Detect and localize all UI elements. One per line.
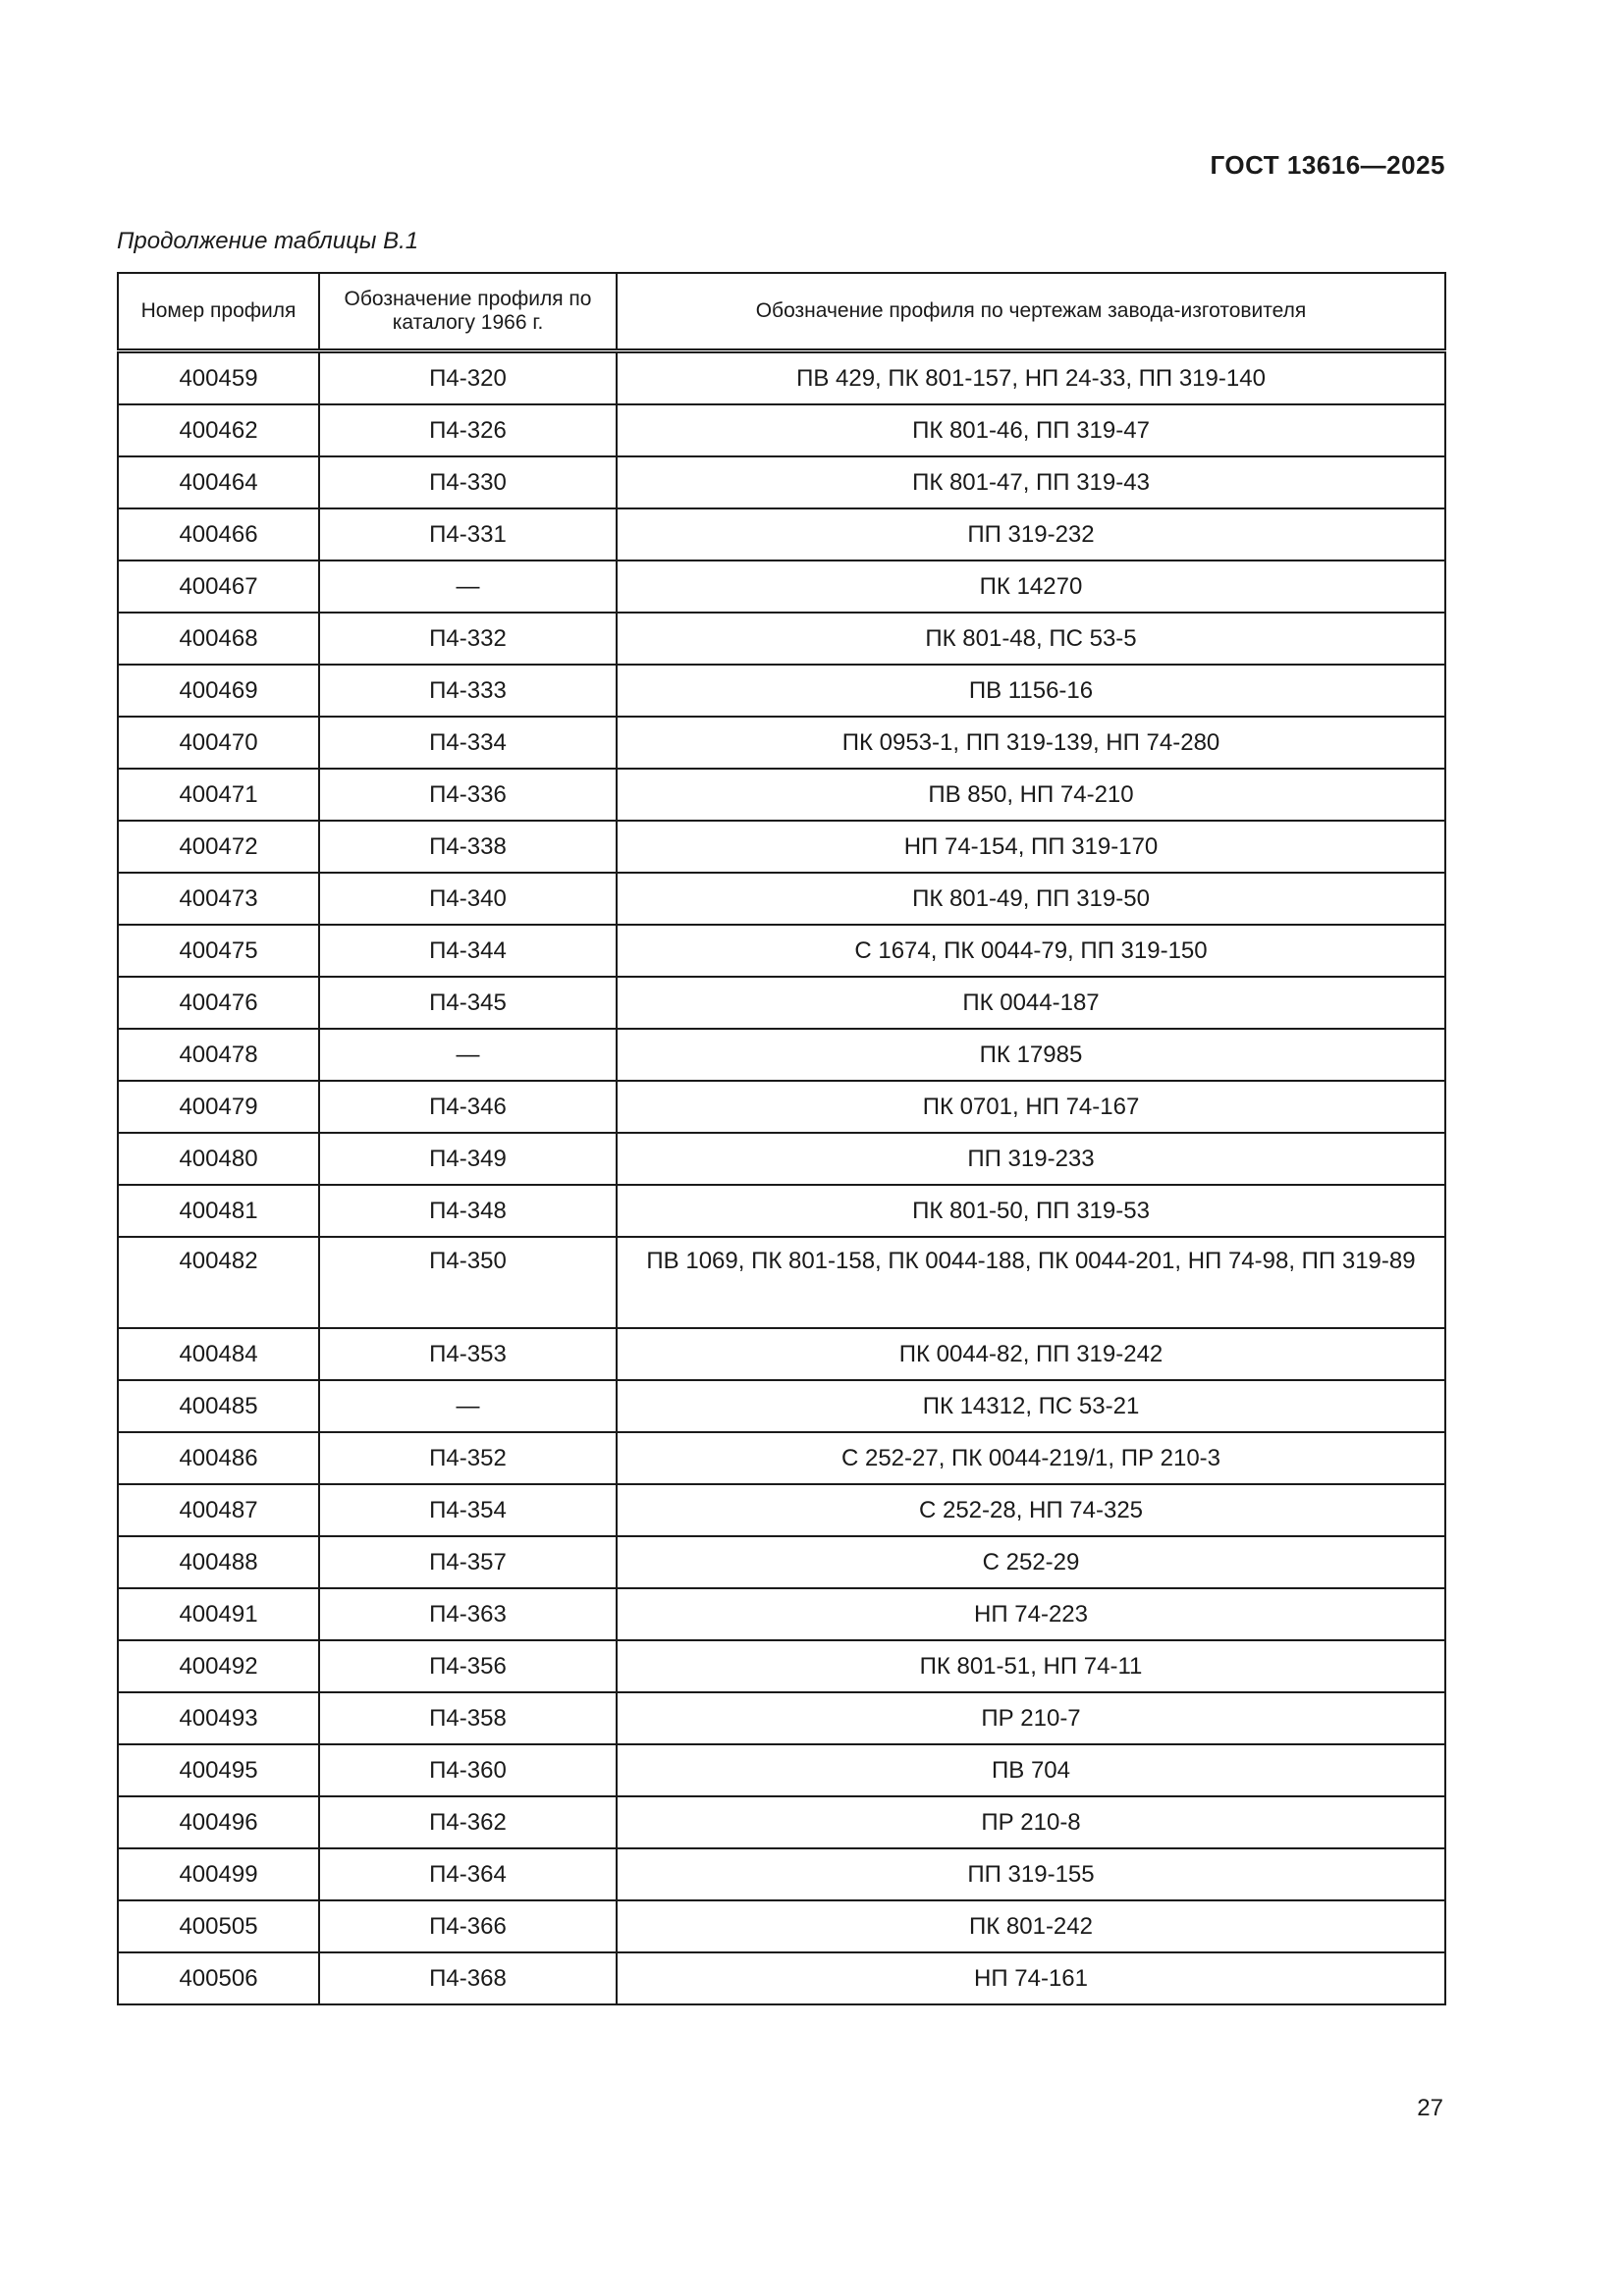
table-row — [118, 1133, 1445, 1185]
cell-profile-number: 400478 — [118, 1029, 319, 1081]
cell-profile-number: 400499 — [118, 1848, 319, 1900]
cell-profile-number: 400488 — [118, 1536, 319, 1588]
table-row — [118, 977, 1445, 1029]
cell-catalog-designation: П4-333 — [319, 665, 617, 717]
table-row — [118, 873, 1445, 925]
cell-profile-number: 400469 — [118, 665, 319, 717]
table-row — [118, 1185, 1445, 1237]
cell-profile-number: 400480 — [118, 1133, 319, 1185]
table-row — [118, 821, 1445, 873]
cell-catalog-designation: П4-330 — [319, 456, 617, 508]
table-row — [118, 1328, 1445, 1380]
cell-factory-designation: НП 74-223 — [617, 1588, 1445, 1640]
cell-factory-designation: ПП 319-233 — [617, 1133, 1445, 1185]
cell-factory-designation: С 252-29 — [617, 1536, 1445, 1588]
table-body — [118, 351, 1445, 2005]
table-row — [118, 925, 1445, 977]
cell-profile-number: 400464 — [118, 456, 319, 508]
cell-factory-designation: ПК 801-242 — [617, 1900, 1445, 1952]
table-row — [118, 1432, 1445, 1484]
cell-catalog-designation: П4-320 — [319, 351, 617, 405]
page-number: 27 — [1417, 2095, 1443, 2121]
cell-catalog-designation: П4-360 — [319, 1744, 617, 1796]
table-row — [118, 404, 1445, 456]
table-row — [118, 769, 1445, 821]
cell-profile-number: 400470 — [118, 717, 319, 769]
table-row — [118, 1744, 1445, 1796]
table-row — [118, 1692, 1445, 1744]
table-row — [118, 1081, 1445, 1133]
cell-profile-number: 400505 — [118, 1900, 319, 1952]
cell-catalog-designation: П4-349 — [319, 1133, 617, 1185]
cell-factory-designation: ПК 801-51, НП 74-11 — [617, 1640, 1445, 1692]
document-code: ГОСТ 13616—2025 — [1210, 150, 1445, 180]
table-row — [118, 1952, 1445, 2004]
cell-profile-number: 400472 — [118, 821, 319, 873]
cell-factory-designation: ПК 801-50, ПП 319-53 — [617, 1185, 1445, 1237]
cell-catalog-designation: П4-368 — [319, 1952, 617, 2004]
cell-factory-designation: ПК 0953-1, ПП 319-139, НП 74-280 — [617, 717, 1445, 769]
table-caption: Продолжение таблицы В.1 — [117, 228, 419, 254]
cell-catalog-designation: П4-338 — [319, 821, 617, 873]
cell-profile-number: 400481 — [118, 1185, 319, 1237]
cell-catalog-designation: — — [319, 1029, 617, 1081]
table-row — [118, 1900, 1445, 1952]
cell-catalog-designation: П4-357 — [319, 1536, 617, 1588]
cell-profile-number: 400462 — [118, 404, 319, 456]
table-row — [118, 456, 1445, 508]
cell-catalog-designation: П4-356 — [319, 1640, 617, 1692]
cell-factory-designation: ПР 210-7 — [617, 1692, 1445, 1744]
cell-profile-number: 400482 — [118, 1237, 319, 1328]
cell-catalog-designation: П4-354 — [319, 1484, 617, 1536]
table-header — [118, 273, 1445, 351]
cell-factory-designation: ПП 319-232 — [617, 508, 1445, 561]
cell-factory-designation: ПК 801-47, ПП 319-43 — [617, 456, 1445, 508]
cell-factory-designation: С 252-28, НП 74-325 — [617, 1484, 1445, 1536]
cell-factory-designation: ПР 210-8 — [617, 1796, 1445, 1848]
table-row — [118, 717, 1445, 769]
cell-catalog-designation: П4-340 — [319, 873, 617, 925]
cell-catalog-designation: П4-345 — [319, 977, 617, 1029]
cell-catalog-designation: П4-350 — [319, 1237, 617, 1328]
cell-profile-number: 400493 — [118, 1692, 319, 1744]
cell-catalog-designation: П4-364 — [319, 1848, 617, 1900]
cell-profile-number: 400459 — [118, 351, 319, 405]
cell-profile-number: 400492 — [118, 1640, 319, 1692]
cell-factory-designation: ПВ 1069, ПК 801-158, ПК 0044-188, ПК 0044-201, НП 74-98, ПП 319-89 — [617, 1237, 1445, 1328]
cell-catalog-designation: П4-332 — [319, 613, 617, 665]
cell-profile-number: 400471 — [118, 769, 319, 821]
cell-factory-designation: С 1674, ПК 0044-79, ПП 319-150 — [617, 925, 1445, 977]
table-row — [118, 561, 1445, 613]
cell-profile-number: 400486 — [118, 1432, 319, 1484]
cell-catalog-designation: П4-363 — [319, 1588, 617, 1640]
cell-profile-number: 400506 — [118, 1952, 319, 2004]
cell-catalog-designation: П4-346 — [319, 1081, 617, 1133]
cell-profile-number: 400476 — [118, 977, 319, 1029]
column-header-profile-number: Номер профиля — [118, 273, 319, 351]
cell-profile-number: 400468 — [118, 613, 319, 665]
cell-factory-designation: ПК 17985 — [617, 1029, 1445, 1081]
cell-factory-designation: С 252-27, ПК 0044-219/1, ПР 210-3 — [617, 1432, 1445, 1484]
cell-catalog-designation: П4-366 — [319, 1900, 617, 1952]
header-row — [118, 273, 1445, 351]
cell-factory-designation: НП 74-154, ПП 319-170 — [617, 821, 1445, 873]
cell-catalog-designation: П4-362 — [319, 1796, 617, 1848]
cell-factory-designation: ПК 0044-187 — [617, 977, 1445, 1029]
cell-catalog-designation: — — [319, 561, 617, 613]
cell-profile-number: 400485 — [118, 1380, 319, 1432]
cell-factory-designation: ПВ 704 — [617, 1744, 1445, 1796]
column-header-catalog-designation: Обозначение профиля по каталогу 1966 г. — [319, 273, 617, 351]
cell-profile-number: 400473 — [118, 873, 319, 925]
table-row — [118, 1484, 1445, 1536]
cell-catalog-designation: П4-352 — [319, 1432, 617, 1484]
cell-catalog-designation: П4-336 — [319, 769, 617, 821]
table-row — [118, 1640, 1445, 1692]
table-row — [118, 1029, 1445, 1081]
cell-catalog-designation: — — [319, 1380, 617, 1432]
cell-factory-designation: ПК 14312, ПС 53-21 — [617, 1380, 1445, 1432]
cell-catalog-designation: П4-344 — [319, 925, 617, 977]
cell-catalog-designation: П4-326 — [319, 404, 617, 456]
table-row — [118, 613, 1445, 665]
table-row — [118, 1237, 1445, 1328]
cell-factory-designation: ПК 0044-82, ПП 319-242 — [617, 1328, 1445, 1380]
table-row — [118, 1380, 1445, 1432]
cell-factory-designation: ПВ 1156-16 — [617, 665, 1445, 717]
cell-catalog-designation: П4-331 — [319, 508, 617, 561]
table-row — [118, 1536, 1445, 1588]
cell-factory-designation: ПВ 429, ПК 801-157, НП 24-33, ПП 319-140 — [617, 351, 1445, 405]
table-row — [118, 351, 1445, 405]
cell-catalog-designation: П4-348 — [319, 1185, 617, 1237]
table-row — [118, 1796, 1445, 1848]
cell-factory-designation: ПК 801-48, ПС 53-5 — [617, 613, 1445, 665]
cell-catalog-designation: П4-353 — [319, 1328, 617, 1380]
profile-table — [117, 272, 1446, 2005]
table-row — [118, 508, 1445, 561]
cell-profile-number: 400496 — [118, 1796, 319, 1848]
cell-factory-designation: ПК 801-46, ПП 319-47 — [617, 404, 1445, 456]
table-row — [118, 665, 1445, 717]
cell-profile-number: 400487 — [118, 1484, 319, 1536]
cell-profile-number: 400467 — [118, 561, 319, 613]
column-header-factory-designation: Обозначение профиля по чертежам завода-изготовителя — [617, 273, 1445, 351]
cell-factory-designation: ПК 801-49, ПП 319-50 — [617, 873, 1445, 925]
cell-profile-number: 400491 — [118, 1588, 319, 1640]
cell-catalog-designation: П4-358 — [319, 1692, 617, 1744]
cell-profile-number: 400495 — [118, 1744, 319, 1796]
cell-factory-designation: ПП 319-155 — [617, 1848, 1445, 1900]
cell-factory-designation: ПК 0701, НП 74-167 — [617, 1081, 1445, 1133]
cell-profile-number: 400475 — [118, 925, 319, 977]
cell-profile-number: 400484 — [118, 1328, 319, 1380]
cell-factory-designation: НП 74-161 — [617, 1952, 1445, 2004]
cell-factory-designation: ПВ 850, НП 74-210 — [617, 769, 1445, 821]
table-row — [118, 1848, 1445, 1900]
cell-factory-designation: ПК 14270 — [617, 561, 1445, 613]
table-row — [118, 1588, 1445, 1640]
cell-catalog-designation: П4-334 — [319, 717, 617, 769]
cell-profile-number: 400479 — [118, 1081, 319, 1133]
cell-profile-number: 400466 — [118, 508, 319, 561]
